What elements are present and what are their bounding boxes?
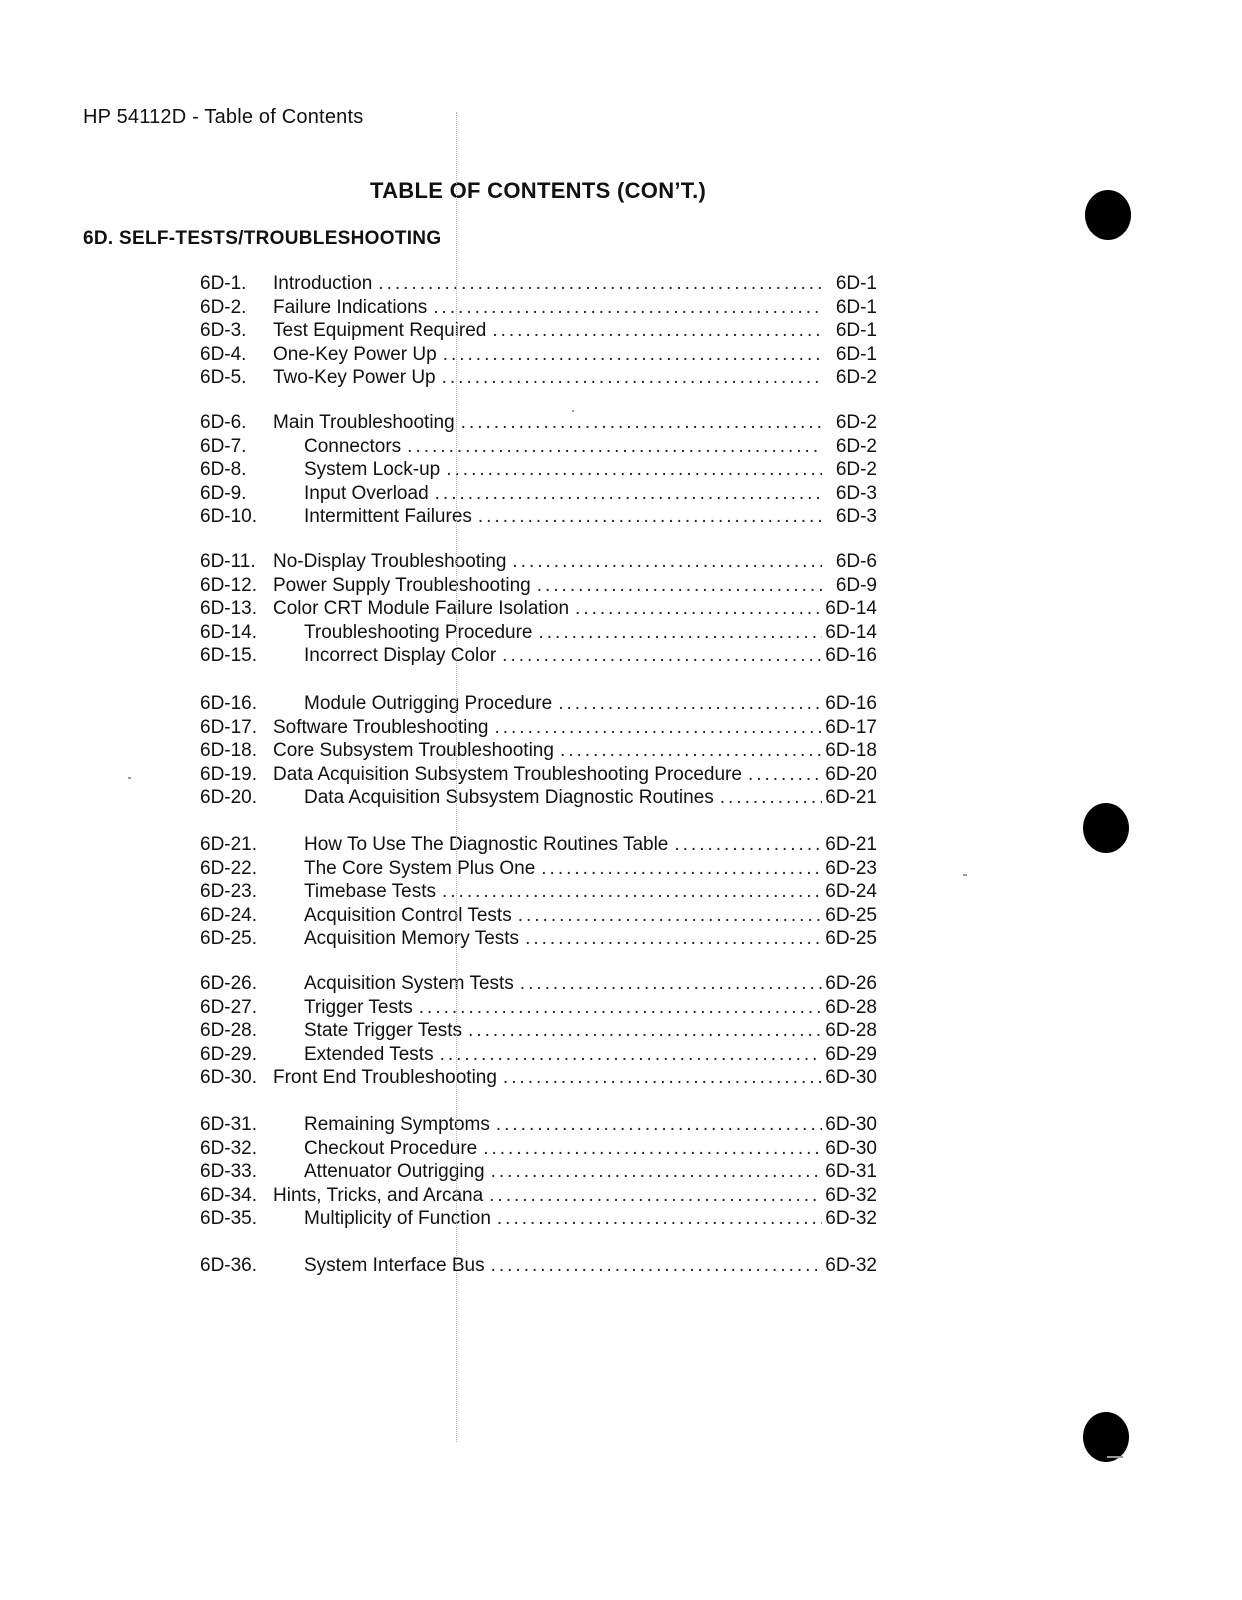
dot-leader bbox=[720, 786, 822, 810]
toc-entry-page: 6D-31 bbox=[825, 1161, 877, 1182]
toc-entry[interactable] bbox=[0, 692, 1242, 716]
toc-entry-number: 6D-36. bbox=[200, 1255, 258, 1276]
toc-entry-title-line bbox=[304, 927, 822, 951]
toc-entry-number: 6D-1. bbox=[200, 273, 247, 294]
toc-entry[interactable] bbox=[0, 644, 1242, 668]
toc-entry-number: 6D-16. bbox=[200, 693, 258, 714]
toc-entry-title: Core Subsystem Troubleshooting bbox=[273, 740, 554, 761]
toc-entry-title-line bbox=[273, 343, 822, 367]
toc-group bbox=[0, 1254, 1242, 1278]
toc-entry-number: 6D-28. bbox=[200, 1020, 258, 1041]
toc-entry-title: Acquisition System Tests bbox=[304, 973, 514, 994]
toc-entry-title: Checkout Procedure bbox=[304, 1137, 478, 1159]
dot-leader bbox=[491, 1254, 822, 1278]
toc-entry-page: 6D-28 bbox=[825, 1020, 877, 1041]
toc-entry[interactable] bbox=[0, 272, 1242, 296]
toc-entry-title: Input Overload bbox=[304, 482, 429, 504]
scan-speck bbox=[1107, 1456, 1123, 1458]
toc-entry-title: Module Outrigging Procedure bbox=[304, 693, 553, 714]
toc-entry[interactable] bbox=[0, 621, 1242, 645]
toc-entry-title-line bbox=[304, 1113, 822, 1137]
toc-entry-title-line bbox=[304, 692, 822, 716]
toc-entry-page: 6D-1 bbox=[835, 273, 877, 294]
toc-entry-title-line bbox=[304, 1019, 822, 1043]
dot-leader bbox=[497, 1207, 822, 1231]
toc-entry-number: 6D-9. bbox=[200, 482, 247, 504]
toc-entry[interactable] bbox=[0, 1137, 1242, 1161]
toc-entry[interactable] bbox=[0, 996, 1242, 1020]
dot-leader bbox=[502, 644, 822, 668]
toc-entry-title: Trigger Tests bbox=[304, 996, 413, 1018]
toc-entry-number: 6D-23. bbox=[200, 881, 258, 902]
toc-group bbox=[0, 833, 1242, 951]
toc-entry-title: System Interface Bus bbox=[304, 1255, 485, 1276]
dot-leader bbox=[489, 1184, 822, 1208]
toc-entry-title: Data Acquisition Subsystem Diagnostic Routines bbox=[304, 787, 714, 808]
toc-entry-title-line bbox=[304, 786, 822, 810]
toc-entry-page: 6D-28 bbox=[825, 996, 877, 1018]
toc-entry-title: Acquisition Memory Tests bbox=[304, 928, 520, 949]
toc-entry[interactable] bbox=[0, 1019, 1242, 1043]
toc-entry-title-line bbox=[304, 1137, 822, 1161]
toc-entry[interactable] bbox=[0, 1113, 1242, 1137]
toc-entry-page: 6D-32 bbox=[825, 1208, 877, 1229]
page-title: TABLE OF CONTENTS (CON’T.) bbox=[370, 178, 707, 203]
dot-leader bbox=[575, 597, 822, 621]
toc-entry[interactable] bbox=[0, 857, 1242, 881]
toc-entry-title: Color CRT Module Failure Isolation bbox=[273, 598, 570, 619]
toc-entry[interactable] bbox=[0, 411, 1242, 435]
punch-hole-middle bbox=[1083, 803, 1129, 853]
toc-entry-page: 6D-3 bbox=[835, 482, 877, 504]
dot-leader bbox=[518, 904, 822, 928]
toc-entry-page: 6D-32 bbox=[825, 1184, 877, 1206]
toc-entry-title-line bbox=[273, 763, 822, 787]
toc-entry-title: Troubleshooting Procedure bbox=[304, 621, 533, 643]
toc-entry-number: 6D-2. bbox=[200, 296, 247, 318]
toc-entry[interactable] bbox=[0, 574, 1242, 598]
toc-entry-number: 6D-18. bbox=[200, 740, 258, 761]
punch-hole-bottom bbox=[1083, 1412, 1129, 1462]
toc-entry[interactable] bbox=[0, 435, 1242, 459]
toc-entry[interactable] bbox=[0, 505, 1242, 529]
toc-entry-number: 6D-17. bbox=[200, 716, 258, 738]
toc-entry-title: System Lock-up bbox=[304, 459, 441, 480]
toc-entry-number: 6D-21. bbox=[200, 834, 258, 855]
toc-entry-number: 6D-29. bbox=[200, 1043, 258, 1065]
toc-entry[interactable] bbox=[0, 319, 1242, 343]
toc-entry-number: 6D-32. bbox=[200, 1137, 258, 1159]
dot-leader bbox=[492, 319, 822, 343]
dot-leader bbox=[539, 621, 823, 645]
toc-entry-title-line bbox=[304, 996, 822, 1020]
toc-entry-title: Remaining Symptoms bbox=[304, 1114, 490, 1135]
toc-entry-title-line bbox=[273, 716, 822, 740]
dot-leader bbox=[483, 1137, 822, 1161]
toc-entry[interactable] bbox=[0, 482, 1242, 506]
toc-entry[interactable] bbox=[0, 880, 1242, 904]
toc-entry-title-line bbox=[304, 505, 822, 529]
dot-leader bbox=[378, 272, 822, 296]
toc-entry[interactable] bbox=[0, 927, 1242, 951]
toc-entry-page: 6D-21 bbox=[825, 787, 877, 808]
toc-entry-page: 6D-14 bbox=[825, 621, 877, 643]
toc-entry-title: No-Display Troubleshooting bbox=[273, 551, 507, 572]
toc-entry-title: Connectors bbox=[304, 435, 402, 457]
toc-entry-page: 6D-24 bbox=[825, 881, 877, 902]
dot-leader bbox=[440, 1043, 822, 1067]
dot-leader bbox=[525, 927, 822, 951]
dot-leader bbox=[442, 880, 822, 904]
toc-entry-title-line bbox=[273, 1066, 822, 1090]
toc-entry-title-line bbox=[304, 904, 822, 928]
toc-entry-title-line bbox=[304, 482, 822, 506]
dot-leader bbox=[433, 296, 822, 320]
toc-entry-number: 6D-7. bbox=[200, 435, 247, 457]
toc-entry-page: 6D-18 bbox=[825, 740, 877, 761]
scan-speck bbox=[572, 410, 574, 412]
toc-entry[interactable] bbox=[0, 343, 1242, 367]
toc-entry-title-line bbox=[304, 458, 822, 482]
dot-leader bbox=[461, 411, 822, 435]
dot-leader bbox=[496, 1113, 822, 1137]
toc-entry-page: 6D-21 bbox=[825, 834, 877, 855]
toc-entry[interactable] bbox=[0, 1207, 1242, 1231]
toc-entry-page: 6D-26 bbox=[825, 973, 877, 994]
running-header: HP 54112D - Table of Contents bbox=[83, 106, 364, 128]
toc-entry-title-line bbox=[304, 1254, 822, 1278]
toc-entry[interactable] bbox=[0, 1160, 1242, 1184]
dot-leader bbox=[748, 763, 822, 787]
toc-entry-number: 6D-14. bbox=[200, 621, 258, 643]
toc-entry-title: One-Key Power Up bbox=[273, 343, 437, 365]
toc-entry-title-line bbox=[304, 857, 822, 881]
toc-group bbox=[0, 1113, 1242, 1231]
toc-entry-number: 6D-34. bbox=[200, 1184, 258, 1206]
toc-entry-number: 6D-27. bbox=[200, 996, 258, 1018]
dot-leader bbox=[478, 505, 822, 529]
toc-entry-title: Data Acquisition Subsystem Troubleshooting Procedure bbox=[273, 763, 742, 785]
toc-entry-title: State Trigger Tests bbox=[304, 1020, 463, 1041]
toc-entry-title: Front End Troubleshooting bbox=[273, 1067, 497, 1088]
section-heading: 6D. SELF-TESTS/TROUBLESHOOTING bbox=[83, 228, 442, 249]
toc-entry-title-line bbox=[304, 621, 822, 645]
toc-entry-title: Attenuator Outrigging bbox=[304, 1161, 485, 1182]
toc-entry-number: 6D-6. bbox=[200, 412, 247, 433]
toc-entry-title-line bbox=[273, 739, 822, 763]
toc-entry[interactable] bbox=[0, 904, 1242, 928]
toc-entry-title: Timebase Tests bbox=[304, 881, 436, 902]
toc-entry-title-line bbox=[273, 1184, 822, 1208]
toc-entry[interactable] bbox=[0, 550, 1242, 574]
toc-entry-title: Extended Tests bbox=[304, 1043, 434, 1065]
toc-entry-title: How To Use The Diagnostic Routines Table bbox=[304, 834, 669, 855]
toc-entry-page: 6D-32 bbox=[825, 1255, 877, 1276]
dot-leader bbox=[512, 550, 822, 574]
toc-entry-title: Hints, Tricks, and Arcana bbox=[273, 1184, 484, 1206]
toc-entry-title-line bbox=[273, 550, 822, 574]
toc-entry-page: 6D-30 bbox=[825, 1137, 877, 1159]
toc-entry-title: Power Supply Troubleshooting bbox=[273, 574, 531, 596]
toc-entry-page: 6D-3 bbox=[835, 506, 877, 527]
toc-entry[interactable] bbox=[0, 1066, 1242, 1090]
toc-entry-title-line bbox=[273, 411, 822, 435]
toc-entry-title: Failure Indications bbox=[273, 296, 428, 318]
toc-entry[interactable] bbox=[0, 458, 1242, 482]
dot-leader bbox=[558, 692, 822, 716]
toc-entry[interactable] bbox=[0, 597, 1242, 621]
scan-speck bbox=[963, 874, 967, 876]
toc-entry[interactable] bbox=[0, 833, 1242, 857]
toc-entry[interactable] bbox=[0, 716, 1242, 740]
dot-leader bbox=[537, 574, 822, 598]
toc-group bbox=[0, 972, 1242, 1090]
toc-entry-page: 6D-2 bbox=[835, 412, 877, 433]
toc-entry-number: 6D-3. bbox=[200, 320, 247, 341]
toc-entry-page: 6D-20 bbox=[825, 763, 877, 785]
dot-leader bbox=[435, 482, 822, 506]
dot-leader bbox=[491, 1160, 822, 1184]
toc-entry-number: 6D-4. bbox=[200, 343, 247, 365]
toc-entry-title-line bbox=[304, 1160, 822, 1184]
toc-entry[interactable] bbox=[0, 1043, 1242, 1067]
dot-leader bbox=[520, 972, 822, 996]
toc-entry[interactable] bbox=[0, 763, 1242, 787]
toc-entry-number: 6D-33. bbox=[200, 1161, 258, 1182]
toc-entry-title: Software Troubleshooting bbox=[273, 716, 489, 738]
toc-entry-title-line bbox=[304, 1207, 822, 1231]
toc-entry[interactable] bbox=[0, 296, 1242, 320]
dot-leader bbox=[407, 435, 822, 459]
toc-entry-page: 6D-2 bbox=[835, 367, 877, 388]
dot-leader bbox=[442, 366, 822, 390]
toc-entry-number: 6D-24. bbox=[200, 904, 258, 926]
toc-group bbox=[0, 550, 1242, 668]
toc-entry-title-line bbox=[304, 644, 822, 668]
toc-entry-page: 6D-25 bbox=[825, 928, 877, 949]
toc-entry-title: Incorrect Display Color bbox=[304, 645, 497, 666]
toc-group bbox=[0, 692, 1242, 810]
toc-entry-number: 6D-31. bbox=[200, 1114, 258, 1135]
toc-entry-title: Intermittent Failures bbox=[304, 506, 472, 527]
toc-entry-page: 6D-9 bbox=[835, 574, 877, 596]
toc-entry[interactable] bbox=[0, 739, 1242, 763]
toc-entry-title-line bbox=[304, 833, 822, 857]
toc-entry-number: 6D-10. bbox=[200, 506, 258, 527]
dot-leader bbox=[468, 1019, 822, 1043]
toc-group bbox=[0, 272, 1242, 390]
toc-entry-page: 6D-1 bbox=[835, 296, 877, 318]
toc-entry-number: 6D-19. bbox=[200, 763, 258, 785]
toc-entry-title-line bbox=[273, 296, 822, 320]
toc-entry-page: 6D-16 bbox=[825, 645, 877, 666]
toc-entry-title-line bbox=[273, 272, 822, 296]
toc-entry-page: 6D-30 bbox=[825, 1114, 877, 1135]
dot-leader bbox=[674, 833, 822, 857]
toc-entry-number: 6D-15. bbox=[200, 645, 258, 666]
toc-entry[interactable] bbox=[0, 366, 1242, 390]
toc-entry-page: 6D-23 bbox=[825, 857, 877, 879]
toc-entry-page: 6D-29 bbox=[825, 1043, 877, 1065]
toc-entry[interactable] bbox=[0, 972, 1242, 996]
toc-entry[interactable] bbox=[0, 786, 1242, 810]
toc-entry-number: 6D-13. bbox=[200, 598, 258, 619]
toc-entry-page: 6D-30 bbox=[825, 1067, 877, 1088]
toc-entry-page: 6D-16 bbox=[825, 693, 877, 714]
toc-entry-title-line bbox=[273, 574, 822, 598]
toc-entry-page: 6D-17 bbox=[825, 716, 877, 738]
toc-entry-title-line bbox=[304, 435, 822, 459]
toc-entry-title-line bbox=[304, 1043, 822, 1067]
toc-entry-number: 6D-22. bbox=[200, 857, 258, 879]
punch-hole-top bbox=[1085, 190, 1131, 240]
toc-entry-number: 6D-8. bbox=[200, 459, 247, 480]
toc-entry-title-line bbox=[273, 366, 822, 390]
dot-leader bbox=[503, 1066, 822, 1090]
toc-entry-number: 6D-26. bbox=[200, 973, 258, 994]
toc-entry-number: 6D-12. bbox=[200, 574, 258, 596]
dot-leader bbox=[560, 739, 822, 763]
toc-entry-title: The Core System Plus One bbox=[304, 857, 536, 879]
toc-entry-page: 6D-2 bbox=[835, 459, 877, 480]
toc-entry-title-line bbox=[304, 880, 822, 904]
toc-entry-number: 6D-11. bbox=[200, 551, 256, 572]
toc-entry-page: 6D-6 bbox=[835, 551, 877, 572]
toc-entry-page: 6D-25 bbox=[825, 904, 877, 926]
toc-entry-title-line bbox=[273, 597, 822, 621]
toc-entry-title: Introduction bbox=[273, 273, 373, 294]
toc-entry-title: Main Troubleshooting bbox=[273, 412, 455, 433]
scan-speck bbox=[128, 777, 131, 779]
dot-leader bbox=[494, 716, 822, 740]
toc-group bbox=[0, 411, 1242, 529]
toc-entry-title-line bbox=[304, 972, 822, 996]
toc-entry-title: Test Equipment Required bbox=[273, 320, 487, 341]
toc-entry-page: 6D-1 bbox=[835, 320, 877, 341]
toc-entry-page: 6D-1 bbox=[835, 343, 877, 365]
toc-entry-title: Acquisition Control Tests bbox=[304, 904, 512, 926]
toc-entry-title: Two-Key Power Up bbox=[273, 367, 436, 388]
toc-entry-title: Multiplicity of Function bbox=[304, 1208, 491, 1229]
dot-leader bbox=[541, 857, 822, 881]
scan-fold-line bbox=[456, 112, 458, 1442]
toc-entry-page: 6D-2 bbox=[835, 435, 877, 457]
dot-leader bbox=[443, 343, 822, 367]
toc-entry[interactable] bbox=[0, 1254, 1242, 1278]
toc-entry-number: 6D-5. bbox=[200, 367, 247, 388]
toc-entry-number: 6D-20. bbox=[200, 787, 258, 808]
toc-entry-page: 6D-14 bbox=[825, 598, 877, 619]
dot-leader bbox=[419, 996, 822, 1020]
toc-entry-number: 6D-25. bbox=[200, 928, 258, 949]
toc-entry[interactable] bbox=[0, 1184, 1242, 1208]
dot-leader bbox=[446, 458, 822, 482]
toc-entry-title-line bbox=[273, 319, 822, 343]
toc-entry-number: 6D-30. bbox=[200, 1067, 258, 1088]
toc-entry-number: 6D-35. bbox=[200, 1208, 258, 1229]
